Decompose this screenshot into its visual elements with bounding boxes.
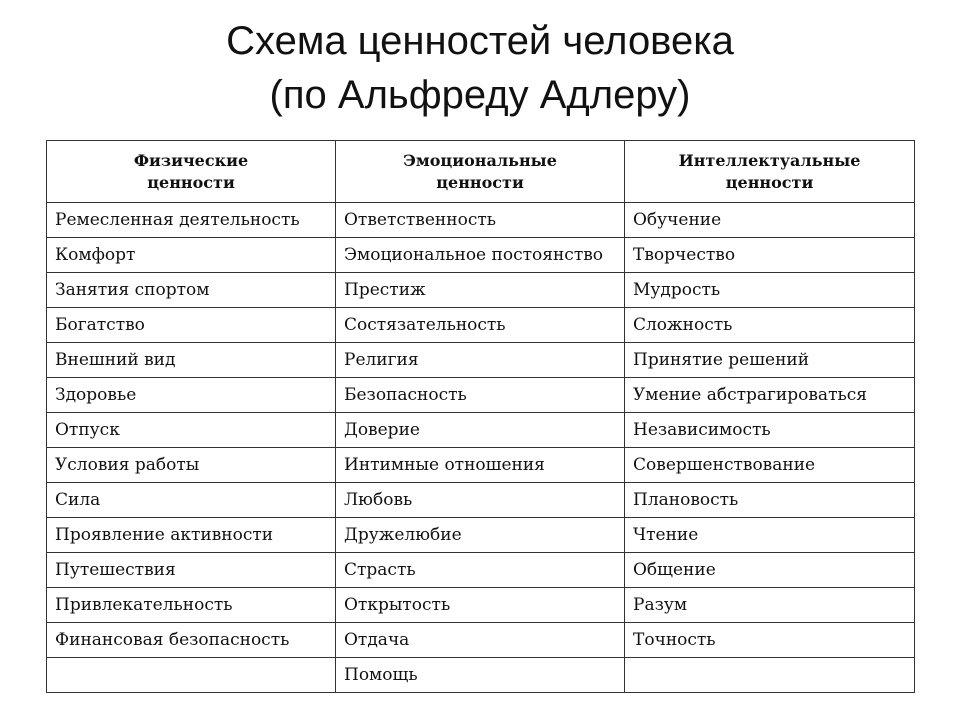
- intellectual-value-cell: [625, 658, 915, 693]
- intellectual-value-cell: Творчество: [625, 238, 915, 273]
- emotional-value-cell: Страсть: [336, 553, 625, 588]
- emotional-value-cell: Отдача: [336, 623, 625, 658]
- title-line-2: (по Альфреду Адлеру): [269, 73, 691, 117]
- table-body: [47, 203, 915, 693]
- header-emotional: [336, 141, 625, 203]
- intellectual-value-cell: Обучение: [625, 203, 915, 238]
- emotional-value-cell: Помощь: [336, 658, 625, 693]
- physical-value-cell: Ремесленная деятельность: [47, 203, 336, 238]
- physical-value-cell: Здоровье: [47, 378, 336, 413]
- emotional-value-cell: Ответственность: [336, 203, 625, 238]
- header-intellectual-line-1: Интеллектуальные: [678, 150, 861, 170]
- intellectual-value-cell: Разум: [625, 588, 915, 623]
- physical-value-cell: Проявление активности: [47, 518, 336, 553]
- intellectual-value-cell: Плановость: [625, 483, 915, 518]
- emotional-value-cell: Любовь: [336, 483, 625, 518]
- intellectual-value-cell: Независимость: [625, 413, 915, 448]
- intellectual-value-cell: Умение абстрагироваться: [625, 378, 915, 413]
- physical-value-cell: Внешний вид: [47, 343, 336, 378]
- physical-value-cell: Комфорт: [47, 238, 336, 273]
- table-row: [47, 343, 915, 378]
- header-row: [47, 141, 915, 203]
- header-emotional-line-2: ценности: [436, 172, 524, 192]
- table-row: [47, 203, 915, 238]
- intellectual-value-cell: Чтение: [625, 518, 915, 553]
- intellectual-value-cell: Совершенствование: [625, 448, 915, 483]
- physical-value-cell: [47, 658, 336, 693]
- emotional-value-cell: Интимные отношения: [336, 448, 625, 483]
- physical-value-cell: Путешествия: [47, 553, 336, 588]
- intellectual-value-cell: Сложность: [625, 308, 915, 343]
- header-intellectual-line-2: ценности: [725, 172, 814, 192]
- table-row: [47, 518, 915, 553]
- physical-value-cell: Богатство: [47, 308, 336, 343]
- emotional-value-cell: Престиж: [336, 273, 625, 308]
- header-physical-line-2: ценности: [147, 172, 235, 192]
- physical-value-cell: Отпуск: [47, 413, 336, 448]
- table-row: [47, 308, 915, 343]
- table-row: [47, 413, 915, 448]
- table-row: [47, 378, 915, 413]
- table-row: [47, 483, 915, 518]
- values-table: [46, 140, 915, 693]
- table-row: [47, 553, 915, 588]
- table-row: [47, 588, 915, 623]
- header-emotional-line-1: Эмоциональные: [403, 150, 557, 170]
- table-row: [47, 623, 915, 658]
- title-line-1: Схема ценностей человека: [226, 19, 734, 63]
- emotional-value-cell: Открытость: [336, 588, 625, 623]
- emotional-value-cell: Состязательность: [336, 308, 625, 343]
- table-row: [47, 273, 915, 308]
- header-intellectual: [625, 141, 915, 203]
- physical-value-cell: Занятия спортом: [47, 273, 336, 308]
- intellectual-value-cell: Мудрость: [625, 273, 915, 308]
- emotional-value-cell: Доверие: [336, 413, 625, 448]
- header-physical-line-1: Физические: [133, 150, 249, 170]
- emotional-value-cell: Эмоциональное постоянство: [336, 238, 625, 273]
- header-physical: [47, 141, 336, 203]
- intellectual-value-cell: Принятие решений: [625, 343, 915, 378]
- physical-value-cell: Сила: [47, 483, 336, 518]
- page-title: [0, 14, 960, 122]
- physical-value-cell: Условия работы: [47, 448, 336, 483]
- table-row: [47, 448, 915, 483]
- intellectual-value-cell: Точность: [625, 623, 915, 658]
- physical-value-cell: Привлекательность: [47, 588, 336, 623]
- emotional-value-cell: Дружелюбие: [336, 518, 625, 553]
- table-row: [47, 658, 915, 693]
- emotional-value-cell: Безопасность: [336, 378, 625, 413]
- table-row: [47, 238, 915, 273]
- physical-value-cell: Финансовая безопасность: [47, 623, 336, 658]
- intellectual-value-cell: Общение: [625, 553, 915, 588]
- emotional-value-cell: Религия: [336, 343, 625, 378]
